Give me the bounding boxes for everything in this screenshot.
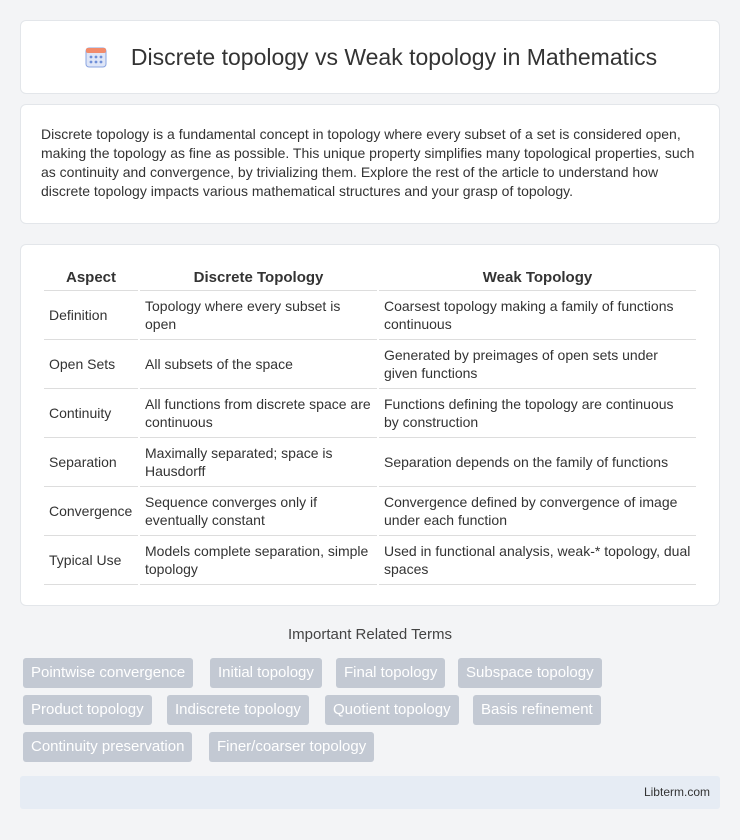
row-weak: Coarsest topology making a family of functions continuous: [379, 291, 696, 340]
row-discrete: All functions from discrete space are continuous: [140, 389, 377, 438]
intro-text: Discrete topology is a fundamental concept in topology where every subset of a set is considered open, making the topology as fine as possible. This unique property simplifies many topological properties, such as continuity and convergence, by trivializing them. Explore the rest of the article to understand how discrete topology impacts various mathematical structures and your grasp of topology.: [41, 126, 695, 199]
table-row: [44, 487, 696, 536]
row-discrete: Maximally separated; space is Hausdorff: [140, 438, 377, 487]
row-discrete: Topology where every subset is open: [140, 291, 377, 340]
table-row: [44, 291, 696, 340]
comparison-table: [42, 265, 698, 585]
row-weak: Functions defining the topology are continuous by construction: [379, 389, 696, 438]
row-aspect: Definition: [44, 291, 138, 340]
row-aspect: Open Sets: [44, 340, 138, 389]
title-card: [20, 20, 720, 94]
calendar-grid-icon: [83, 44, 109, 70]
row-weak: Used in functional analysis, weak-* topology, dual spaces: [379, 536, 696, 585]
row-weak: Separation depends on the family of functions: [379, 438, 696, 487]
row-aspect: Continuity: [44, 389, 138, 438]
table-row: [44, 536, 696, 585]
tag-indiscrete-topology[interactable]: Indiscrete topology: [167, 695, 309, 725]
row-aspect: Separation: [44, 438, 138, 487]
table-row: [44, 340, 696, 389]
table-header-row: [44, 265, 696, 291]
tag-subspace-topology[interactable]: Subspace topology: [458, 658, 602, 688]
row-weak: Generated by preimages of open sets under given functions: [379, 340, 696, 389]
tag-continuity-preservation[interactable]: Continuity preservation: [23, 732, 192, 762]
related-terms-title: Important Related Terms: [288, 626, 452, 643]
header-discrete: Discrete Topology: [140, 265, 377, 291]
footer-link[interactable]: Libterm.com: [643, 785, 710, 799]
tag-product-topology[interactable]: Product topology: [23, 695, 152, 725]
tag-finer-coarser-topology[interactable]: Finer/coarser topology: [209, 732, 374, 762]
row-weak: Convergence defined by convergence of image under each function: [379, 487, 696, 536]
footer: [20, 776, 720, 809]
table-row: [44, 389, 696, 438]
header-weak: Weak Topology: [379, 265, 696, 291]
table-row: [44, 438, 696, 487]
row-aspect: Typical Use: [44, 536, 138, 585]
row-aspect: Convergence: [44, 487, 138, 536]
intro-card: [20, 104, 720, 224]
tag-initial-topology[interactable]: Initial topology: [210, 658, 322, 688]
tag-final-topology[interactable]: Final topology: [336, 658, 445, 688]
row-discrete: Models complete separation, simple topology: [140, 536, 377, 585]
tag-pointwise-convergence[interactable]: Pointwise convergence: [23, 658, 193, 688]
row-discrete: All subsets of the space: [140, 340, 377, 389]
row-discrete: Sequence converges only if eventually constant: [140, 487, 377, 536]
header-aspect: Aspect: [44, 265, 138, 291]
comparison-card: [20, 244, 720, 606]
page-title: Discrete topology vs Weak topology in Mathematics: [130, 43, 658, 70]
tag-quotient-topology[interactable]: Quotient topology: [325, 695, 459, 725]
tag-basis-refinement[interactable]: Basis refinement: [473, 695, 601, 725]
